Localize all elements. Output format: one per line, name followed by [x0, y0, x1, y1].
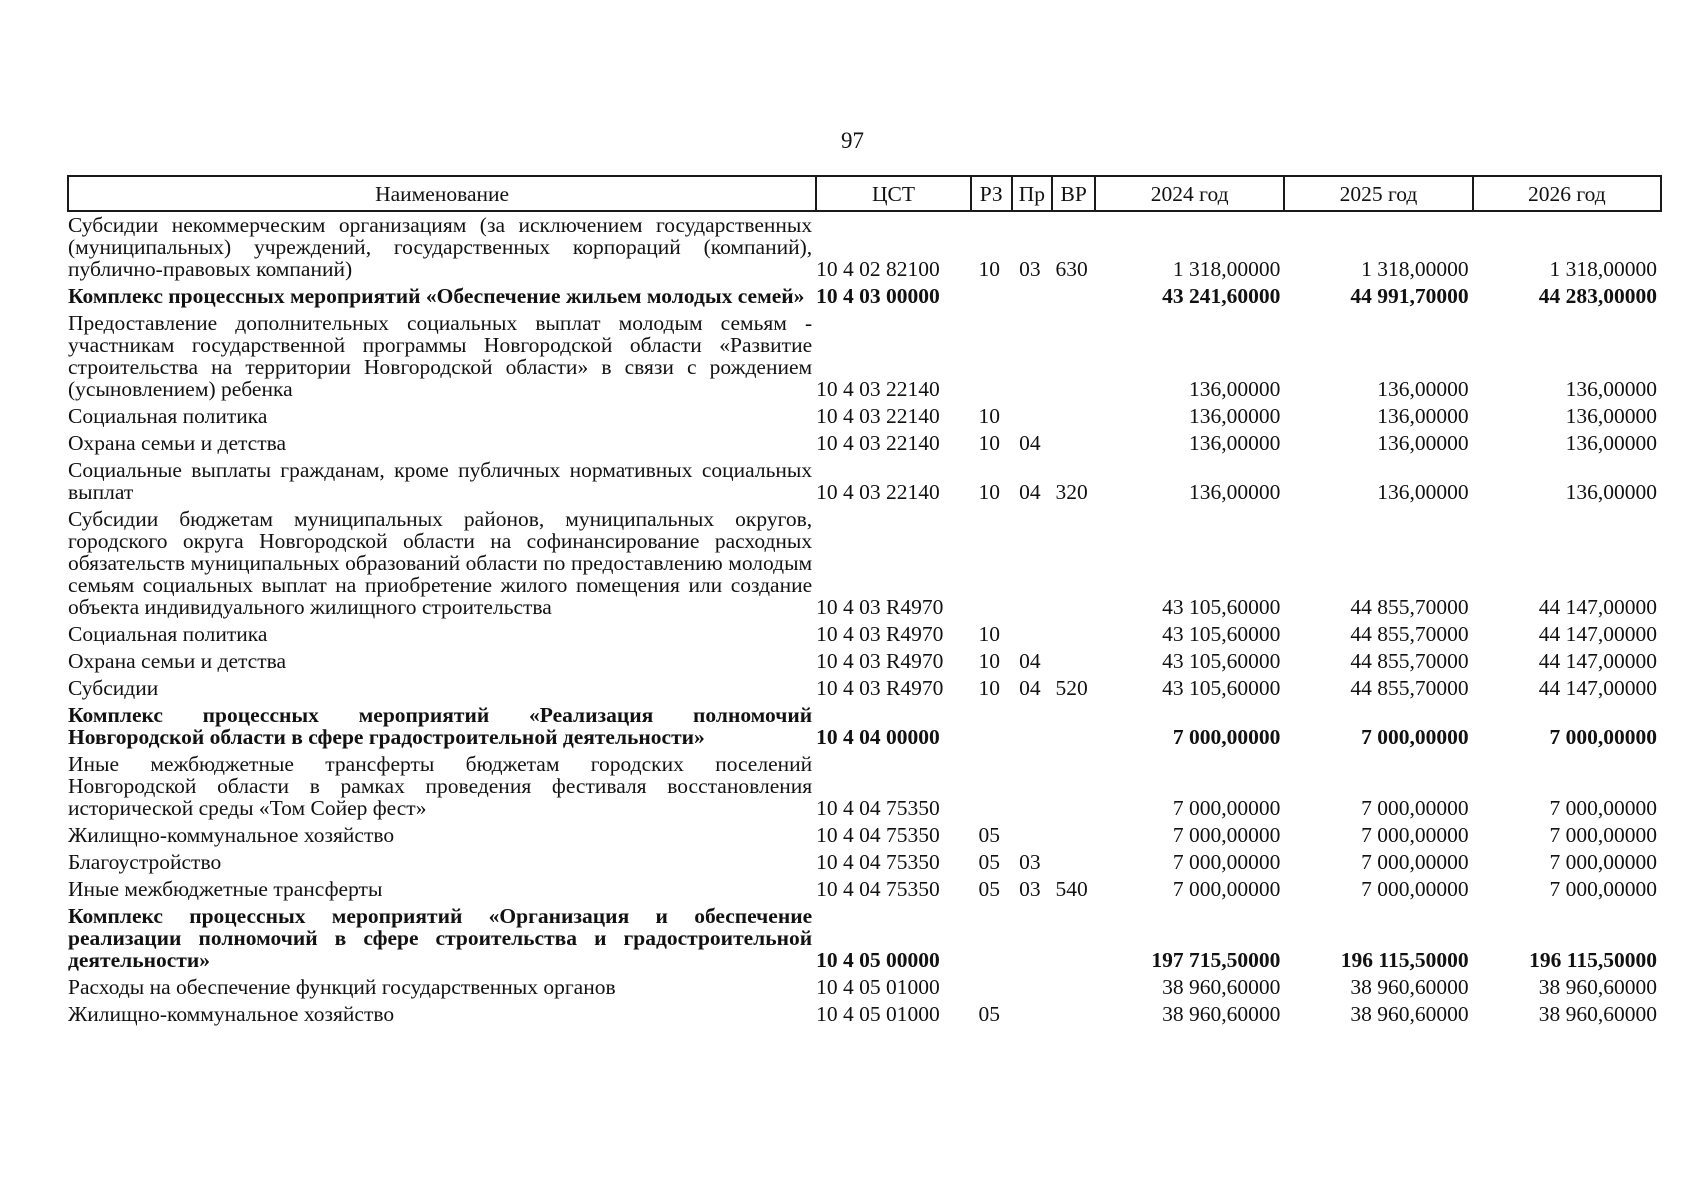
- row-2024: 136,00000: [1188, 377, 1281, 401]
- row-name: Комплекс процессных мероприятий «Обеспечение жильем молодых семей»: [68, 284, 805, 308]
- row-2026: 44 147,00000: [1538, 622, 1657, 646]
- row-2025: 44 855,70000: [1350, 622, 1469, 646]
- table-body: [68, 211, 1661, 1028]
- row-rz: 10: [978, 676, 1000, 700]
- row-pr: [1012, 974, 1053, 1001]
- row-2024: 136,00000: [1188, 404, 1281, 428]
- row-2026: 7 000,00000: [1549, 877, 1657, 901]
- row-2025: 44 991,70000: [1350, 284, 1469, 308]
- row-2024: 7 000,00000: [1172, 725, 1281, 749]
- row-pr: 03: [1019, 850, 1041, 874]
- row-2025: 7 000,00000: [1361, 877, 1469, 901]
- row-rz: 05: [978, 823, 1000, 847]
- row-cst: 10 4 02 82100: [816, 257, 940, 281]
- row-2025: 7 000,00000: [1361, 725, 1469, 749]
- row-2024: 43 105,60000: [1162, 595, 1281, 619]
- header-2024: 2024 год: [1095, 176, 1284, 211]
- row-rz: [971, 506, 1012, 621]
- table-row: [68, 751, 1661, 822]
- row-2024: 197 715,50000: [1151, 948, 1281, 972]
- row-pr: 04: [1019, 676, 1041, 700]
- table-row: [68, 903, 1661, 974]
- table-row: [68, 310, 1661, 403]
- row-2025: 38 960,60000: [1350, 1002, 1469, 1026]
- row-vr: 520: [1055, 676, 1088, 700]
- row-vr: [1052, 822, 1095, 849]
- table-row: [68, 211, 1661, 283]
- row-2025: 136,00000: [1377, 377, 1469, 401]
- row-2026: 196 115,50000: [1529, 948, 1657, 972]
- row-2024: 7 000,00000: [1172, 850, 1281, 874]
- row-2024: 43 105,60000: [1162, 676, 1281, 700]
- row-pr: [1012, 506, 1053, 621]
- row-name: Иные межбюджетные трансферты бюджетам городских поселений Новгородской области в рамках проведения фестиваля восстановления исторической среды «Том Сойер фест»: [68, 752, 813, 820]
- row-vr: [1052, 506, 1095, 621]
- header-vr: ВР: [1052, 176, 1095, 211]
- table-header-row: [68, 176, 1661, 211]
- row-cst: 10 4 04 75350: [816, 823, 940, 847]
- row-name: Расходы на обеспечение функций государственных органов: [68, 975, 616, 999]
- row-vr: 320: [1055, 480, 1088, 504]
- row-name: Комплекс процессных мероприятий «Организация и обеспечение реализации полномочий в сфере строительства и градостроительной деятельности»: [68, 904, 813, 972]
- row-name: Социальные выплаты гражданам, кроме публичных нормативных социальных выплат: [68, 458, 813, 504]
- row-cst: 10 4 03 22140: [816, 377, 940, 401]
- row-cst: 10 4 04 75350: [816, 877, 940, 901]
- row-2024: 7 000,00000: [1172, 796, 1281, 820]
- row-cst: 10 4 05 01000: [816, 975, 940, 999]
- row-2024: 43 105,60000: [1162, 622, 1281, 646]
- row-name: Охрана семьи и детства: [68, 649, 287, 673]
- row-pr: [1012, 1001, 1053, 1028]
- budget-table: [67, 175, 1662, 1028]
- row-2025: 196 115,50000: [1340, 948, 1469, 972]
- row-cst: 10 4 05 01000: [816, 1002, 940, 1026]
- row-2026: 38 960,60000: [1538, 1002, 1657, 1026]
- table-row: [68, 822, 1661, 849]
- row-2025: 136,00000: [1377, 404, 1469, 428]
- row-2026: 44 147,00000: [1538, 595, 1657, 619]
- row-2024: 43 241,60000: [1162, 284, 1281, 308]
- row-cst: 10 4 03 00000: [816, 284, 940, 308]
- row-2024: 38 960,60000: [1162, 1002, 1281, 1026]
- row-2025: 1 318,00000: [1361, 257, 1469, 281]
- row-rz: 10: [978, 257, 1000, 281]
- table-row: [68, 403, 1661, 430]
- row-2024: 1 318,00000: [1172, 257, 1281, 281]
- row-pr: 04: [1019, 480, 1041, 504]
- row-name: Жилищно-коммунальное хозяйство: [68, 1002, 395, 1026]
- row-pr: 03: [1019, 257, 1041, 281]
- header-pr: Пр: [1012, 176, 1053, 211]
- row-vr: [1052, 751, 1095, 822]
- row-cst: 10 4 03 R4970: [816, 595, 944, 619]
- row-name: Благоустройство: [68, 850, 222, 874]
- row-2024: 7 000,00000: [1172, 877, 1281, 901]
- row-2026: 7 000,00000: [1549, 850, 1657, 874]
- table-row: [68, 648, 1661, 675]
- row-2024: 136,00000: [1188, 431, 1281, 455]
- row-rz: 05: [978, 850, 1000, 874]
- row-cst: 10 4 03 22140: [816, 480, 940, 504]
- row-2025: 7 000,00000: [1361, 823, 1469, 847]
- row-2026: 136,00000: [1565, 404, 1657, 428]
- row-2024: 136,00000: [1188, 480, 1281, 504]
- row-2025: 136,00000: [1377, 431, 1469, 455]
- row-rz: 10: [978, 480, 1000, 504]
- table-row: [68, 849, 1661, 876]
- row-pr: [1012, 621, 1053, 648]
- row-vr: 540: [1055, 877, 1088, 901]
- table-row: [68, 621, 1661, 648]
- row-vr: [1052, 702, 1095, 751]
- row-rz: 10: [978, 649, 1000, 673]
- row-rz: 05: [978, 877, 1000, 901]
- row-vr: [1052, 283, 1095, 310]
- table-row: [68, 1001, 1661, 1028]
- header-2025: 2025 год: [1284, 176, 1472, 211]
- row-2026: 44 147,00000: [1538, 649, 1657, 673]
- table-row: [68, 675, 1661, 702]
- row-rz: 05: [978, 1002, 1000, 1026]
- row-vr: [1052, 903, 1095, 974]
- row-cst: 10 4 03 22140: [816, 404, 940, 428]
- row-cst: 10 4 04 00000: [816, 725, 940, 749]
- row-2026: 136,00000: [1565, 377, 1657, 401]
- row-2026: 44 147,00000: [1538, 676, 1657, 700]
- row-pr: [1012, 283, 1053, 310]
- row-cst: 10 4 04 75350: [816, 850, 940, 874]
- row-2026: 136,00000: [1565, 431, 1657, 455]
- row-rz: 10: [978, 622, 1000, 646]
- row-2026: 7 000,00000: [1549, 823, 1657, 847]
- page-number: 97: [841, 128, 864, 153]
- row-rz: [971, 702, 1012, 751]
- row-name: Субсидии бюджетам муниципальных районов, муниципальных округов, городского округа Новгородской области на софинансирование расходных обязательств муниципальных образований области по предоставлению молодым семьям социальных выплат на приобретение жилого помещения или создание объекта индивидуального жилищного строительства: [68, 507, 813, 619]
- row-2025: 44 855,70000: [1350, 649, 1469, 673]
- row-vr: [1052, 310, 1095, 403]
- row-pr: [1012, 822, 1053, 849]
- row-name: Охрана семьи и детства: [68, 431, 287, 455]
- row-2025: 136,00000: [1377, 480, 1469, 504]
- header-rz: РЗ: [971, 176, 1012, 211]
- row-name: Иные межбюджетные трансферты: [68, 877, 383, 901]
- row-2025: 44 855,70000: [1350, 595, 1469, 619]
- row-rz: 10: [978, 404, 1000, 428]
- row-rz: 10: [978, 431, 1000, 455]
- row-name: Комплекс процессных мероприятий «Реализация полномочий Новгородской области в сфере градостроительной деятельности»: [68, 703, 813, 749]
- row-pr: [1012, 751, 1053, 822]
- row-cst: 10 4 03 22140: [816, 431, 940, 455]
- row-name: Субсидии некоммерческим организациям (за исключением государственных (муниципальных) учреждений, государственных корпораций (компаний), публично-правовых компаний): [68, 213, 813, 281]
- row-name: Предоставление дополнительных социальных выплат молодым семьям - участникам государственной программы Новгородской области «Развитие строительства на территории Новгородской области» в связи с рождением (усыновлением) ребенка: [68, 311, 813, 401]
- row-pr: 03: [1019, 877, 1041, 901]
- row-vr: [1052, 430, 1095, 457]
- header-2026: 2026 год: [1473, 176, 1661, 211]
- row-vr: [1052, 1001, 1095, 1028]
- row-2026: 44 283,00000: [1538, 284, 1657, 308]
- row-pr: 04: [1019, 649, 1041, 673]
- row-2024: 38 960,60000: [1162, 975, 1281, 999]
- row-2025: 44 855,70000: [1350, 676, 1469, 700]
- row-2026: 1 318,00000: [1549, 257, 1657, 281]
- row-vr: [1052, 403, 1095, 430]
- row-pr: [1012, 702, 1053, 751]
- table-row: [68, 974, 1661, 1001]
- row-2025: 38 960,60000: [1350, 975, 1469, 999]
- table-row: [68, 506, 1661, 621]
- row-name: Социальная политика: [68, 404, 268, 428]
- row-rz: [971, 751, 1012, 822]
- row-vr: [1052, 648, 1095, 675]
- row-pr: 04: [1019, 431, 1041, 455]
- row-cst: 10 4 03 R4970: [816, 649, 944, 673]
- header-name: Наименование: [68, 176, 816, 211]
- row-pr: [1012, 310, 1053, 403]
- row-name: Субсидии: [68, 676, 159, 700]
- row-cst: 10 4 05 00000: [816, 948, 940, 972]
- row-rz: [971, 974, 1012, 1001]
- table-row: [68, 457, 1661, 506]
- row-rz: [971, 283, 1012, 310]
- row-pr: [1012, 903, 1053, 974]
- row-name: Социальная политика: [68, 622, 268, 646]
- row-2024: 43 105,60000: [1162, 649, 1281, 673]
- table-row: [68, 702, 1661, 751]
- table-row: [68, 283, 1661, 310]
- row-cst: 10 4 04 75350: [816, 796, 940, 820]
- row-2026: 7 000,00000: [1549, 725, 1657, 749]
- row-cst: 10 4 03 R4970: [816, 622, 944, 646]
- table-row: [68, 430, 1661, 457]
- row-vr: [1052, 621, 1095, 648]
- row-rz: [971, 310, 1012, 403]
- row-2026: 38 960,60000: [1538, 975, 1657, 999]
- row-2024: 7 000,00000: [1172, 823, 1281, 847]
- row-rz: [971, 903, 1012, 974]
- row-vr: 630: [1055, 257, 1088, 281]
- header-cst: ЦСТ: [816, 176, 971, 211]
- row-pr: [1012, 403, 1053, 430]
- table-row: [68, 876, 1661, 903]
- row-cst: 10 4 03 R4970: [816, 676, 944, 700]
- row-2025: 7 000,00000: [1361, 796, 1469, 820]
- row-2026: 7 000,00000: [1549, 796, 1657, 820]
- row-vr: [1052, 849, 1095, 876]
- row-2025: 7 000,00000: [1361, 850, 1469, 874]
- row-vr: [1052, 974, 1095, 1001]
- row-name: Жилищно-коммунальное хозяйство: [68, 823, 395, 847]
- row-2026: 136,00000: [1565, 480, 1657, 504]
